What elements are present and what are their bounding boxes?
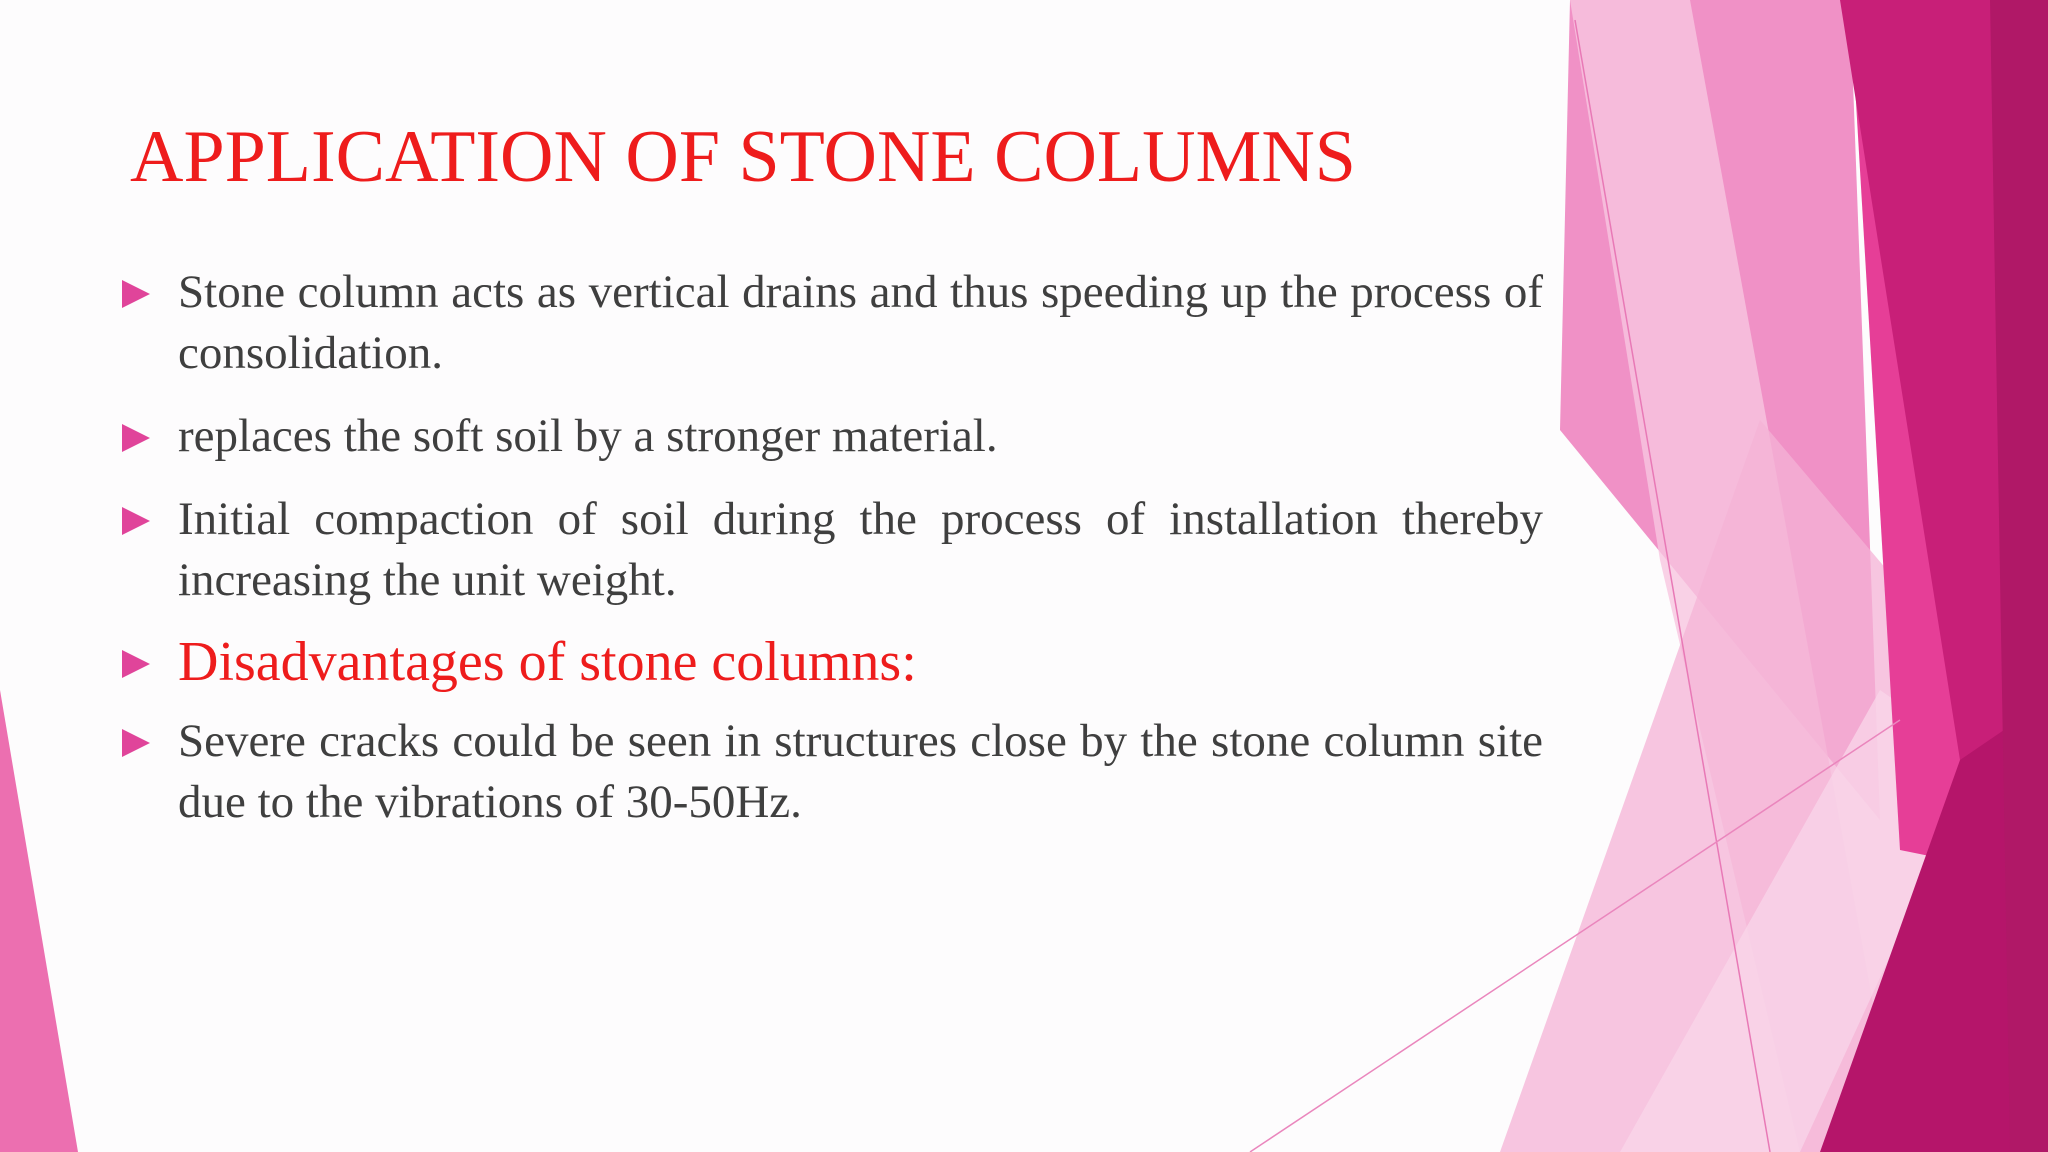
- bullet-item: [118, 406, 1543, 467]
- triangle-right-bullet-icon: [122, 729, 150, 757]
- bullet-item: [118, 711, 1543, 833]
- triangle-right-bullet-icon: [122, 280, 150, 308]
- bullet-list: [118, 262, 1543, 833]
- bullet-text: replaces the soft soil by a stronger material.: [178, 410, 998, 462]
- triangle-right-bullet-icon: [122, 424, 150, 452]
- decor-left-pink-wedge: [0, 690, 78, 1152]
- slide-title: APPLICATION OF STONE COLUMNS: [130, 116, 1356, 198]
- bullet-text: Initial compaction of soil during the process of installation thereby increasing the unit weight.: [178, 493, 1543, 606]
- triangle-right-bullet-icon: [122, 650, 150, 678]
- bullet-text: Severe cracks could be seen in structures close by the stone column site due to the vibrations of 30-50Hz.: [178, 715, 1543, 828]
- bullet-item: [118, 489, 1543, 611]
- bullet-text: Stone column acts as vertical drains and thus speeding up the process of consolidation.: [178, 266, 1543, 379]
- bullet-item-heading: [118, 627, 1543, 697]
- bullet-item: [118, 262, 1543, 384]
- triangle-right-bullet-icon: [122, 507, 150, 535]
- bullet-heading-text: Disadvantages of stone columns:: [178, 631, 917, 693]
